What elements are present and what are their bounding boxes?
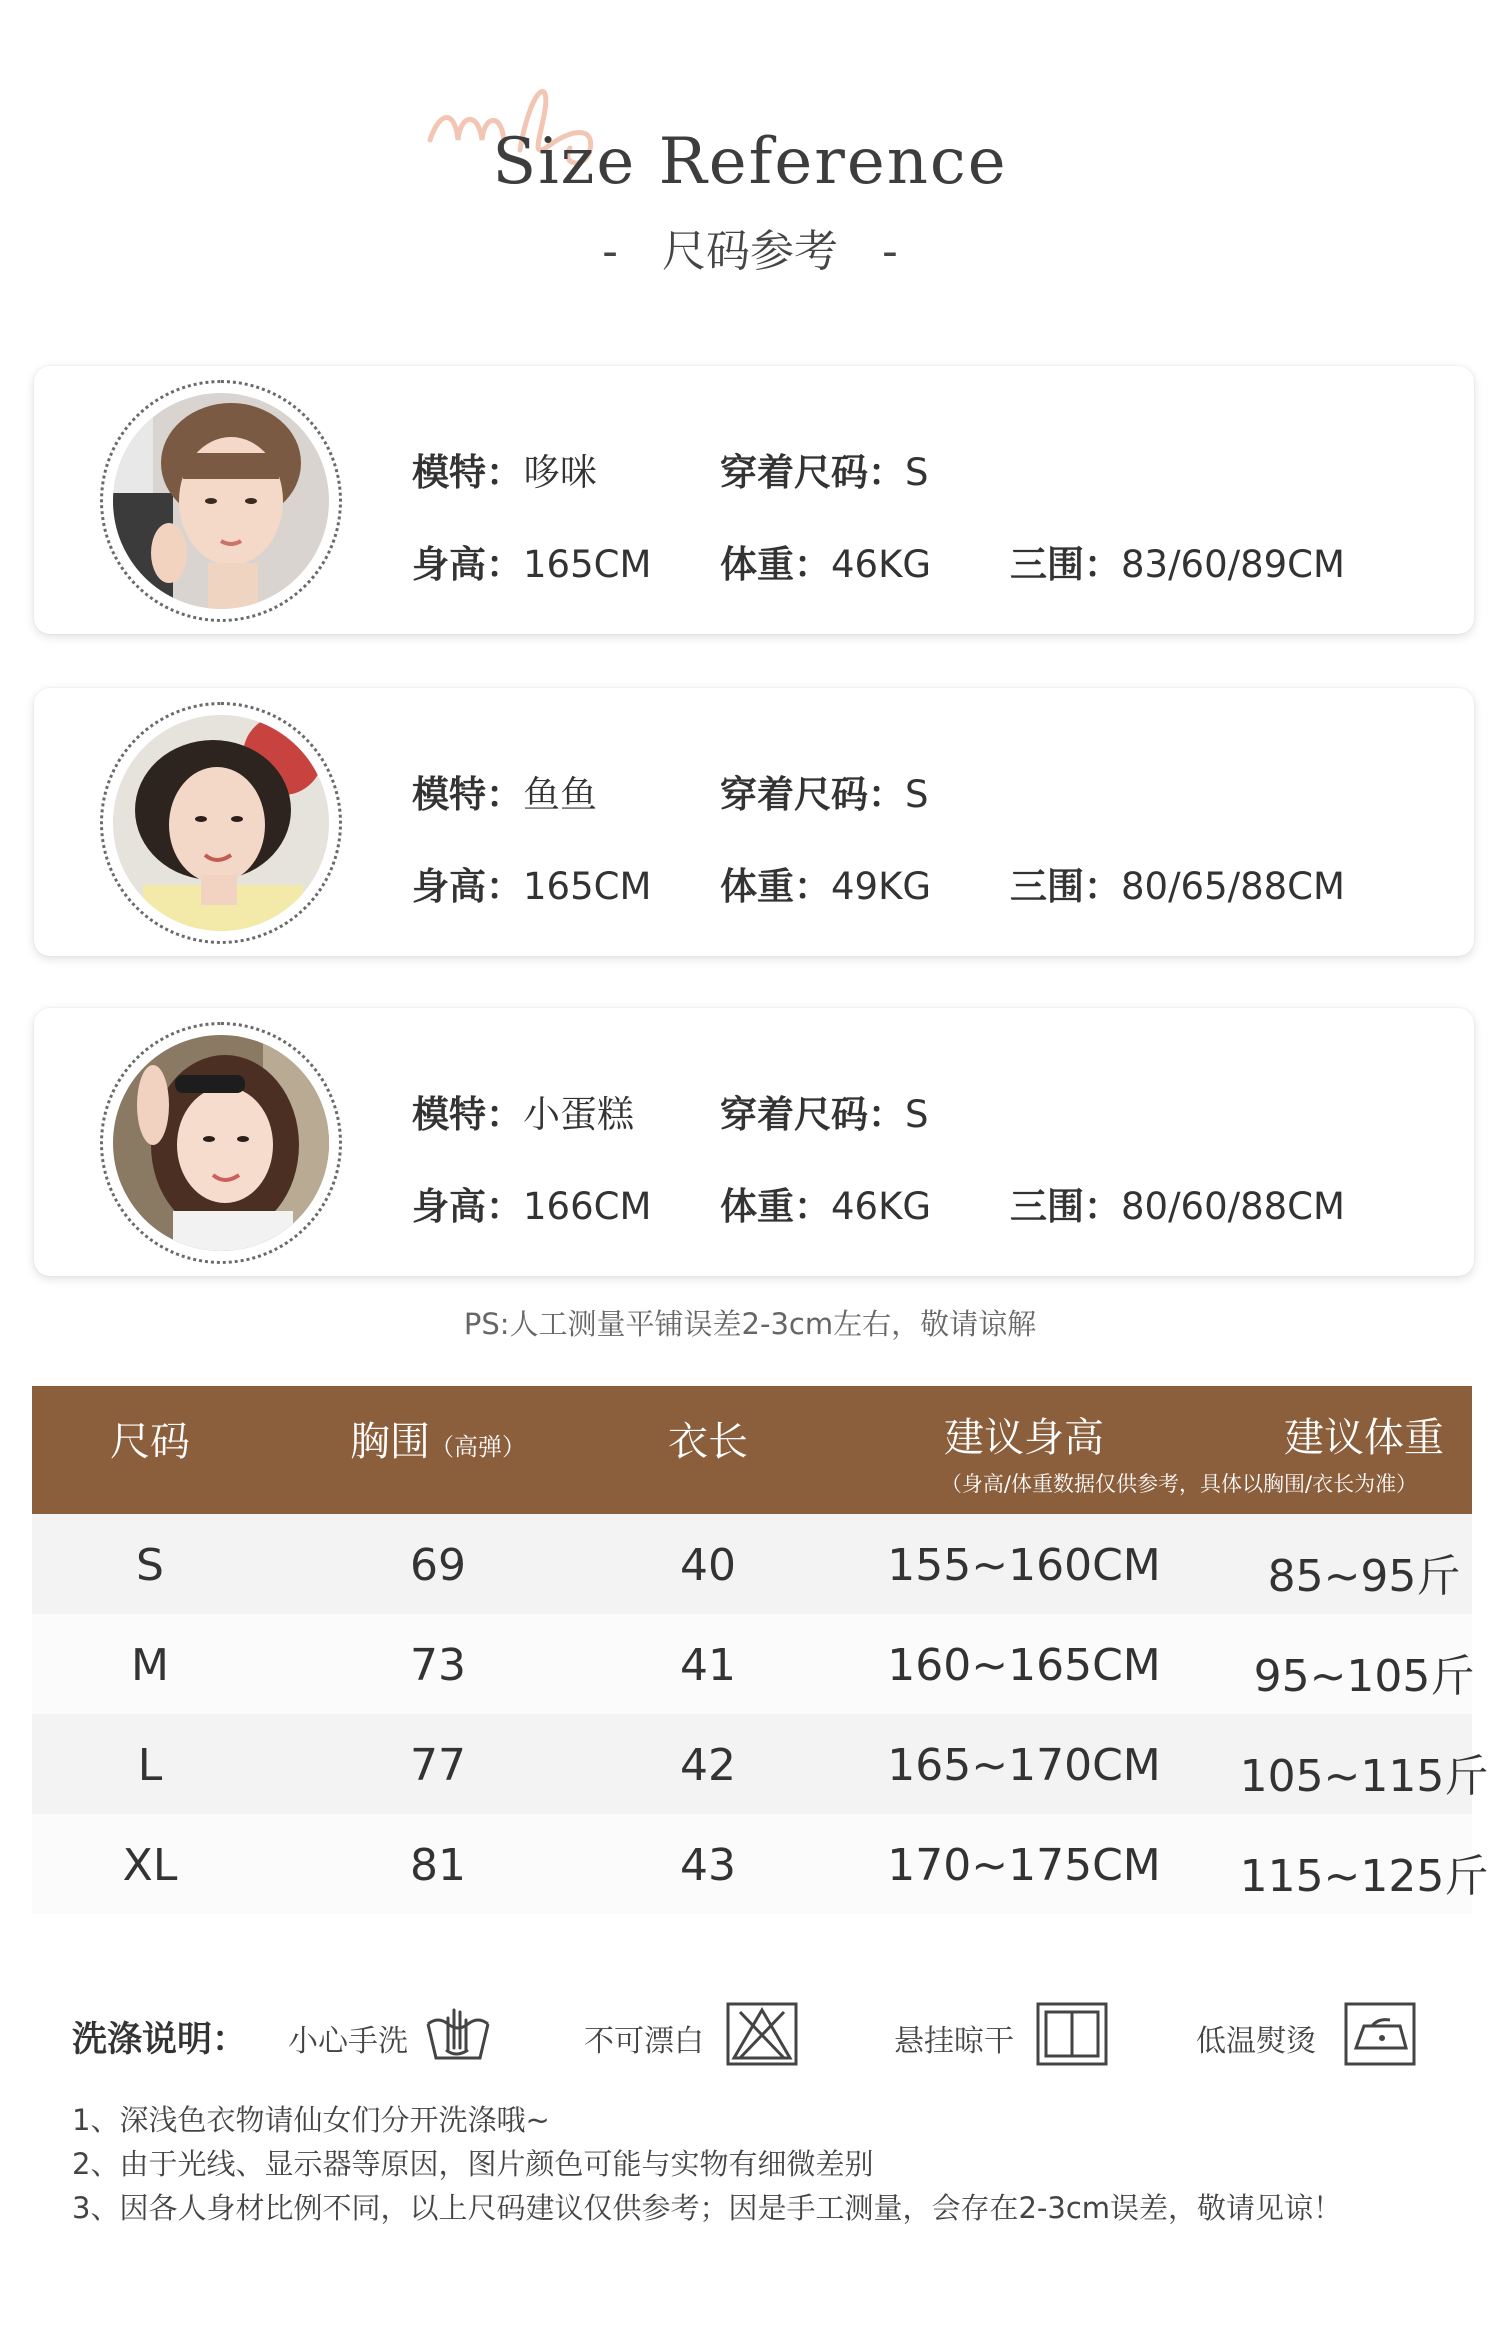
hang-dry-icon [1036,2002,1108,2066]
model-avatar-frame [100,702,342,944]
cell-height: 155~160CM [887,1540,1161,1591]
table-row [32,1714,1489,1814]
care-instructions [72,1996,1452,2072]
cell-height: 160~165CM [887,1640,1161,1691]
title-dash-left: - [602,226,618,277]
cell-size: M [131,1640,169,1691]
cell-weight: 85~95斤 [1267,1551,1461,1602]
cell-chest: 77 [410,1740,466,1791]
care-label: 不可漂白 [584,2024,704,2059]
model-height: 身高：166CM [412,1185,652,1228]
cell-chest: 73 [410,1640,466,1691]
cell-length: 40 [680,1540,736,1591]
model-name: 模特：小蛋糕 [412,1093,634,1136]
model-photo [113,1035,329,1251]
model-card [34,366,1474,634]
model-weight: 体重：46KG [720,1185,932,1228]
model-measurements: 三围：80/60/88CM [1010,1185,1345,1228]
model-weight: 体重：46KG [720,543,932,586]
care-label: 悬挂晾干 [894,2024,1014,2059]
title-english: Size Reference [492,125,1008,199]
model-size: 穿着尺码：S [720,773,929,816]
care-title: 洗涤说明： [72,2020,248,2060]
model-weight: 体重：49KG [720,865,932,908]
model-photo [113,715,329,931]
header-weight: 建议体重 [1284,1415,1444,1461]
cell-size: XL [122,1840,178,1891]
cell-weight: 105~115斤 [1239,1751,1489,1802]
note-item: 3、因各人身材比例不同，以上尺码建议仅供参考；因是手工测量，会存在2-3cm误差，敬请见谅！ [72,2191,1343,2225]
title-dash-right: - [882,226,898,277]
header-height: 建议身高 [944,1415,1104,1461]
cell-weight: 95~105斤 [1253,1651,1475,1702]
cell-weight: 115~125斤 [1239,1851,1489,1902]
note-item: 1、深浅色衣物请仙女们分开洗涤哦~ [72,2103,550,2137]
care-label: 小心手洗 [288,2024,408,2059]
table-row [32,1814,1489,1914]
cell-chest: 81 [410,1840,466,1891]
model-avatar-frame [100,380,342,622]
model-size: 穿着尺码：S [720,451,929,494]
hand-wash-icon [422,2002,494,2066]
model-card [34,1008,1474,1276]
model-height: 身高：165CM [412,865,652,908]
model-name: 模特：鱼鱼 [412,773,597,816]
model-photo [113,393,329,609]
cell-length: 41 [680,1640,736,1691]
model-measurements: 三围：83/60/89CM [1010,543,1345,586]
model-card [34,688,1474,956]
title-chinese-text: 尺码参考 [662,226,838,277]
model-name: 模特：哆咪 [412,451,597,494]
table-header [32,1386,1472,1514]
model-measurements: 三围：80/65/88CM [1010,865,1345,908]
no-bleach-icon [726,2002,798,2066]
cell-length: 42 [680,1740,736,1791]
measurement-disclaimer: PS:人工测量平铺误差2-3cm左右，敬请谅解 [463,1307,1037,1341]
header-chest: 胸围（高弹） [350,1419,526,1465]
header-chest-note: （高弹） [430,1433,526,1461]
model-avatar-frame [100,1022,342,1264]
header-size: 尺码 [110,1419,190,1465]
cell-height: 165~170CM [887,1740,1161,1791]
care-label: 低温熨烫 [1196,2024,1316,2059]
title-chinese [0,215,1500,279]
notes-list [72,2098,1472,2230]
cell-chest: 69 [410,1540,466,1591]
cell-size: L [137,1740,163,1791]
page-header [0,70,1500,290]
size-table [32,1386,1489,1914]
model-height: 身高：165CM [412,543,652,586]
header-reference-note: （身高/体重数据仅供参考，具体以胸围/衣长为准） [940,1472,1418,1496]
cell-length: 43 [680,1840,736,1891]
table-row [32,1614,1475,1714]
cell-size: S [136,1540,164,1591]
table-row [32,1514,1472,1614]
low-iron-icon [1344,2002,1416,2066]
cell-height: 170~175CM [887,1840,1161,1891]
header-length: 衣长 [668,1419,748,1465]
note-item: 2、由于光线、显示器等原因，图片颜色可能与实物有细微差别 [72,2147,874,2181]
model-size: 穿着尺码：S [720,1093,929,1136]
